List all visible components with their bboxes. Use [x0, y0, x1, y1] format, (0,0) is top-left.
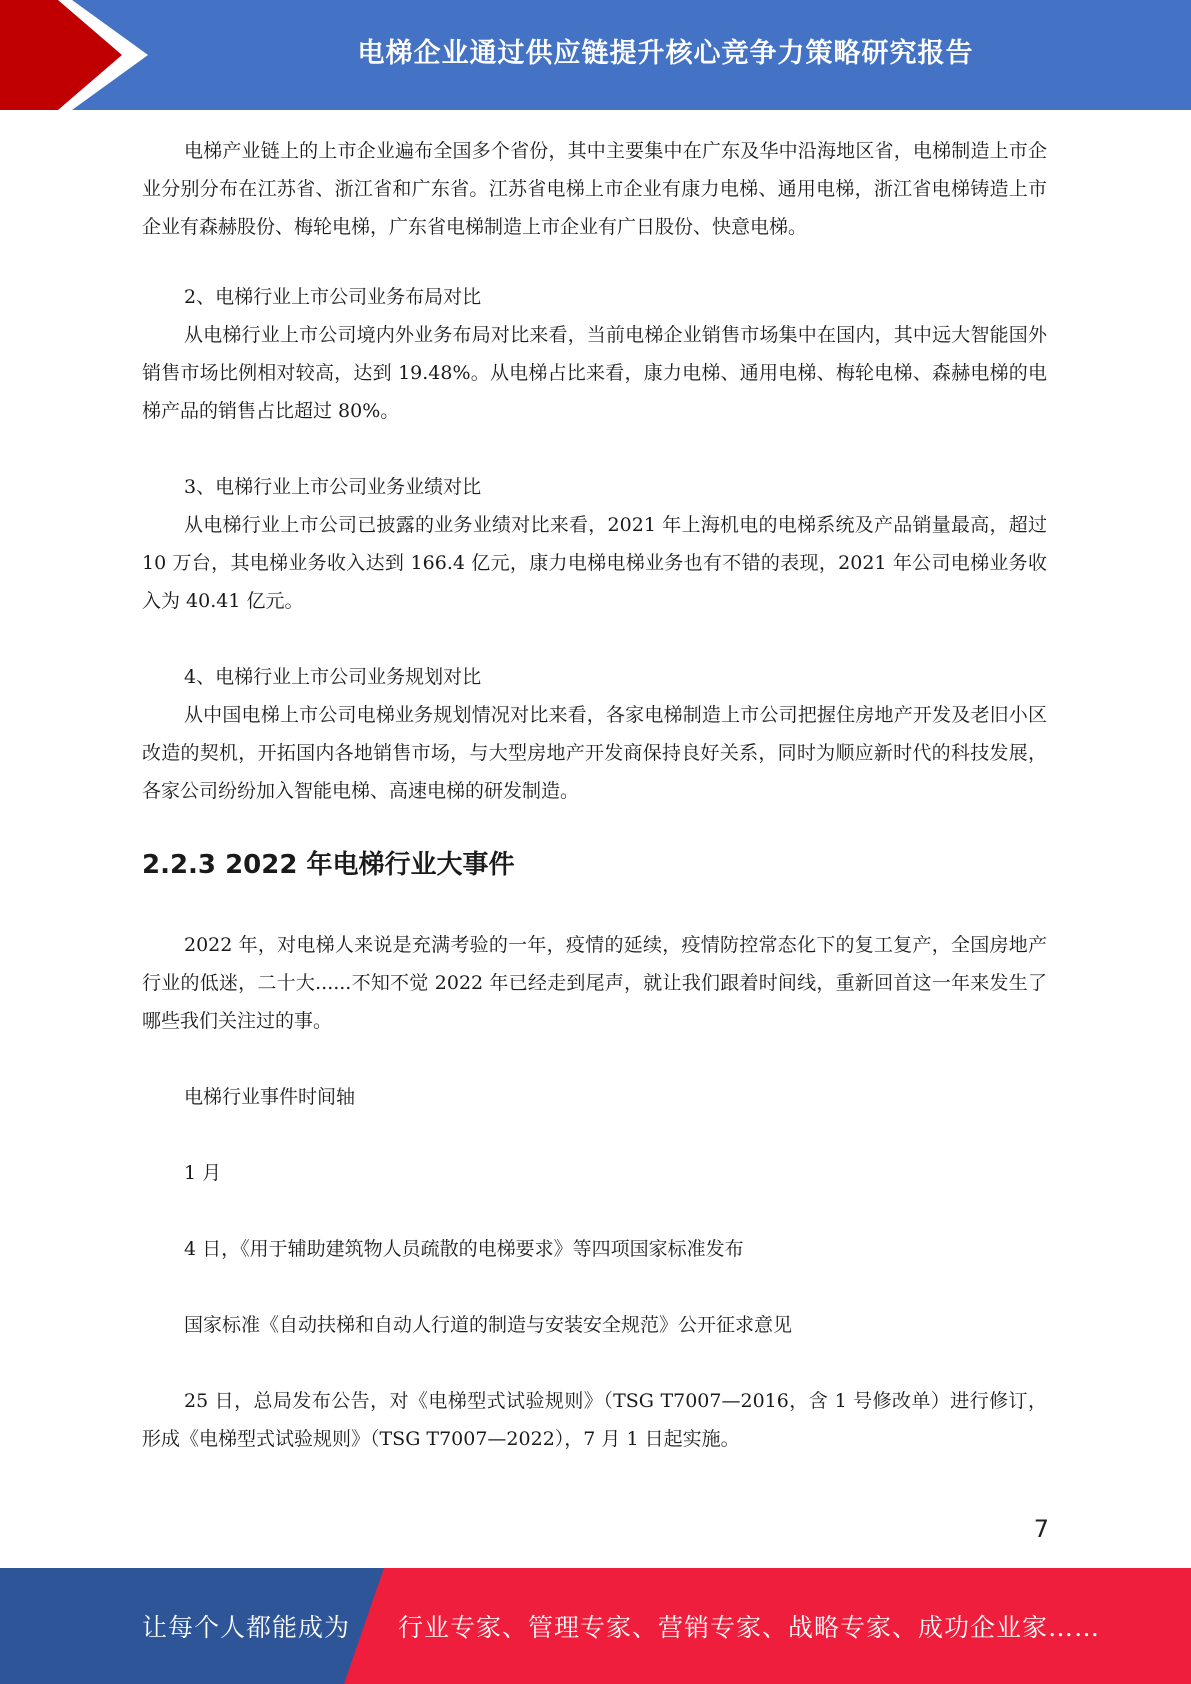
timeline-event: 国家标准《自动扶梯和自动人行道的制造与安装安全规范》公开征求意见	[184, 1314, 793, 1336]
paragraph-2022-intro: 2022 年，对电梯人来说是充满考验的一年，疫情的延续，疫情防控常态化下的复工复产，全国房地产行业的低迷，二十大......不知不觉 2022 年已经走到尾声，就让我们跟着时间线，重新回首这一年来发生了哪些我们关注过的事。	[142, 934, 1047, 1032]
section-heading: 2.2.3 2022 年电梯行业大事件	[142, 850, 515, 880]
paragraph-business-performance: 从电梯行业上市公司已披露的业务业绩对比来看，2021 年上海机电的电梯系统及产品销量最高，超过 10 万台，其电梯业务收入达到 166.4 亿元，康力电梯电梯业务也有不错的表现，2021 年公司电梯业务收入为 40.41 亿元。	[142, 514, 1047, 612]
page-footer	[0, 1568, 1191, 1684]
paragraph-listed-companies-distribution: 电梯产业链上的上市企业遍布全国多个省份，其中主要集中在广东及华中沿海地区省，电梯制造上市企业分别分布在江苏省、浙江省和广东省。江苏省电梯上市企业有康力电梯、通用电梯，浙江省电梯铸造上市企业有森赫股份、梅轮电梯，广东省电梯制造上市企业有广日股份、快意电梯。	[142, 140, 1047, 238]
subheading-business-performance: 3、电梯行业上市公司业务业绩对比	[184, 476, 482, 498]
paragraph-business-planning: 从中国电梯上市公司电梯业务规划情况对比来看，各家电梯制造上市公司把握住房地产开发及老旧小区改造的契机，开拓国内各地销售市场，与大型房地产开发商保持良好关系，同时为顺应新时代的科技发展，各家公司纷纷加入智能电梯、高速电梯的研发制造。	[142, 704, 1047, 802]
report-title: 电梯企业通过供应链提升核心竞争力策略研究报告	[357, 37, 974, 69]
paragraph-business-layout: 从电梯行业上市公司境内外业务布局对比来看，当前电梯企业销售市场集中在国内，其中远大智能国外销售市场比例相对较高，达到 19.48%。从电梯占比来看，康力电梯、通用电梯、梅轮电梯、森赫电梯的电梯产品的销售占比超过 80%。	[142, 324, 1047, 422]
timeline-title: 电梯行业事件时间轴	[184, 1086, 356, 1108]
footer-slogan-right: 行业专家、管理专家、营销专家、战略专家、成功企业家……	[398, 1613, 1101, 1642]
timeline-event: 25 日，总局发布公告，对《电梯型式试验规则》（TSG T7007—2016，含 1 号修改单）进行修订，形成《电梯型式试验规则》（TSG T7007—2022），7 月 1 日起实施。	[142, 1390, 1047, 1450]
footer-slogan-left: 让每个人都能成为	[142, 1613, 351, 1642]
page-header	[0, 0, 1191, 110]
page-number: 7	[1033, 1515, 1049, 1543]
subheading-business-layout: 2、电梯行业上市公司业务布局对比	[184, 286, 482, 308]
timeline-event: 4 日，《用于辅助建筑物人员疏散的电梯要求》等四项国家标准发布	[184, 1238, 744, 1260]
timeline-month: 1 月	[184, 1162, 222, 1184]
subheading-business-planning: 4、电梯行业上市公司业务规划对比	[184, 666, 482, 688]
